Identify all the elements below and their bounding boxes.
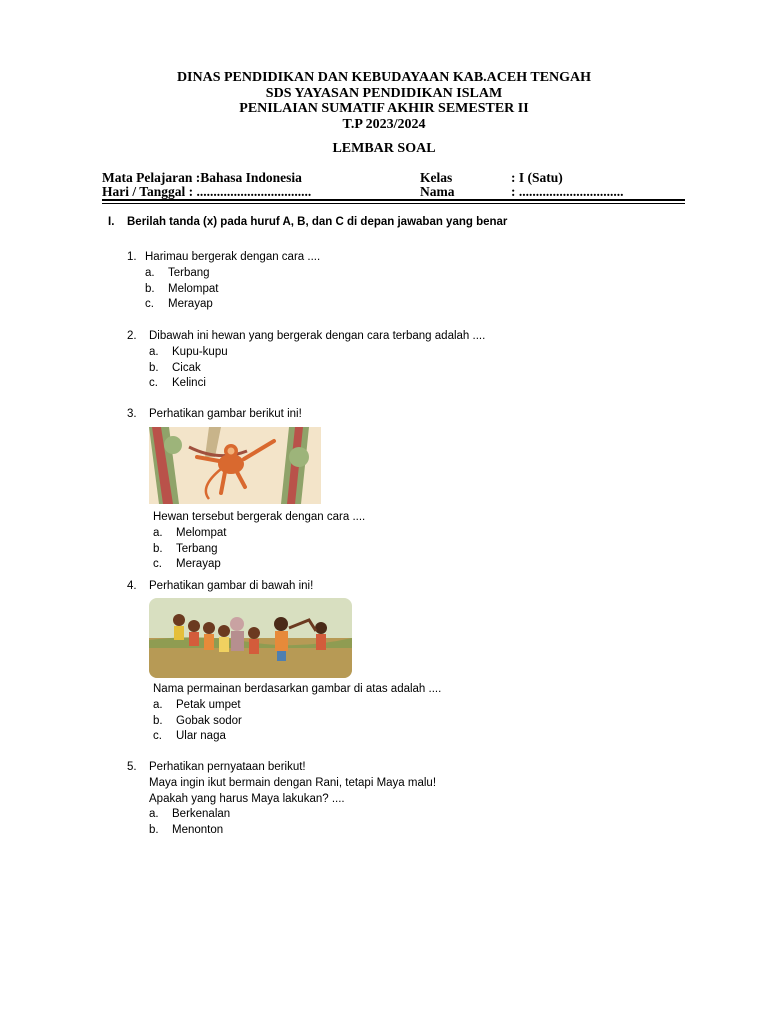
- option-text: Ular naga: [176, 730, 226, 743]
- option-text: Cicak: [172, 361, 201, 374]
- question-5: [127, 760, 436, 839]
- option-letter: b.: [153, 542, 163, 555]
- option-letter: c.: [149, 377, 158, 390]
- option-c[interactable]: [127, 557, 365, 573]
- question-number: 3.: [127, 408, 137, 420]
- option-letter: b.: [145, 282, 155, 295]
- question-prompt: Hewan tersebut bergerak dengan cara ....: [153, 511, 366, 523]
- option-letter: a.: [149, 345, 159, 358]
- question-prompt: Apakah yang harus Maya lakukan? ....: [149, 792, 345, 805]
- option-c[interactable]: [127, 376, 485, 392]
- header-school-year: T.P 2023/2024: [342, 116, 426, 132]
- option-text: Merayap: [176, 558, 221, 571]
- option-text: Terbang: [168, 266, 210, 279]
- option-a[interactable]: [127, 698, 441, 714]
- option-b[interactable]: [127, 542, 365, 558]
- class-label: Kelas: [420, 170, 453, 185]
- section-instruction: [108, 216, 507, 228]
- option-letter: c.: [153, 558, 162, 571]
- option-text: Berkenalan: [172, 808, 231, 821]
- option-text: Gobak sodor: [176, 714, 242, 727]
- question-4-answers: [127, 682, 441, 745]
- question-statement: Maya ingin ikut bermain dengan Rani, tetapi Maya malu!: [149, 776, 437, 789]
- option-a[interactable]: [127, 526, 365, 542]
- option-c[interactable]: [127, 297, 320, 313]
- question-prompt: Nama permainan berdasarkan gambar di atas adalah ....: [153, 683, 442, 695]
- option-letter: a.: [145, 266, 155, 279]
- option-b[interactable]: [127, 361, 485, 377]
- header-agency: DINAS PENDIDIKAN DAN KEBUDAYAAN KAB.ACEH TENGAH: [176, 70, 592, 85]
- option-letter: a.: [153, 698, 163, 711]
- option-letter: a.: [149, 808, 159, 821]
- question-number: 4.: [127, 580, 137, 592]
- option-a[interactable]: [127, 345, 485, 361]
- section-instruction-text: Berilah tanda (x) pada huruf A, B, dan C di depan jawaban yang benar: [127, 216, 508, 228]
- option-letter: b.: [149, 361, 159, 374]
- question-number: 2.: [127, 330, 137, 342]
- date-field: Hari / Tanggal : ..................................: [102, 184, 312, 199]
- option-b[interactable]: [127, 714, 441, 730]
- question-number: 1.: [127, 251, 137, 263]
- class-value: : I (Satu): [511, 170, 563, 185]
- option-text: Kupu-kupu: [172, 345, 228, 358]
- children-playing-illustration: [149, 598, 352, 678]
- question-3-answers: [127, 510, 365, 573]
- subject-label: Mata Pelajaran :Bahasa Indonesia: [102, 170, 302, 185]
- option-text: Petak umpet: [176, 698, 241, 711]
- monkey-illustration: [149, 427, 321, 504]
- option-b[interactable]: [127, 823, 436, 839]
- question-1: [127, 250, 320, 313]
- name-label: Nama: [420, 184, 455, 199]
- header-divider-thin: [102, 203, 685, 204]
- school-header: [0, 70, 768, 132]
- option-text: Melompat: [168, 282, 219, 295]
- option-a[interactable]: [127, 266, 320, 282]
- option-text: Merayap: [168, 298, 213, 311]
- question-text: Perhatikan gambar di bawah ini!: [149, 580, 314, 592]
- question-text: Perhatikan gambar berikut ini!: [149, 408, 302, 420]
- header-assessment: PENILAIAN SUMATIF AKHIR SEMESTER II: [239, 101, 529, 116]
- sheet-title: LEMBAR SOAL: [332, 141, 436, 156]
- option-letter: a.: [153, 526, 163, 539]
- name-field: : ...............................: [511, 184, 624, 199]
- section-number: I.: [108, 216, 115, 228]
- header-school: SDS YAYASAN PENDIDIKAN ISLAM: [265, 85, 503, 101]
- option-letter: b.: [149, 824, 159, 837]
- question-3: [127, 407, 302, 423]
- option-text: Menonton: [172, 824, 224, 837]
- header-divider: [102, 199, 685, 201]
- question-text: Perhatikan pernyataan berikut!: [149, 761, 306, 773]
- option-c[interactable]: [127, 729, 441, 745]
- question-text: Dibawah ini hewan yang bergerak dengan cara terbang adalah ....: [149, 330, 486, 342]
- question-4: [127, 579, 313, 595]
- option-text: Melompat: [176, 526, 227, 539]
- question-text: Harimau bergerak dengan cara ....: [145, 251, 321, 263]
- option-text: Terbang: [176, 542, 218, 555]
- option-a[interactable]: [127, 807, 436, 823]
- option-letter: c.: [145, 298, 154, 311]
- option-text: Kelinci: [172, 377, 206, 390]
- option-b[interactable]: [127, 282, 320, 298]
- question-2: [127, 329, 485, 392]
- question-number: 5.: [127, 761, 137, 773]
- option-letter: b.: [153, 714, 163, 727]
- option-letter: c.: [153, 730, 162, 743]
